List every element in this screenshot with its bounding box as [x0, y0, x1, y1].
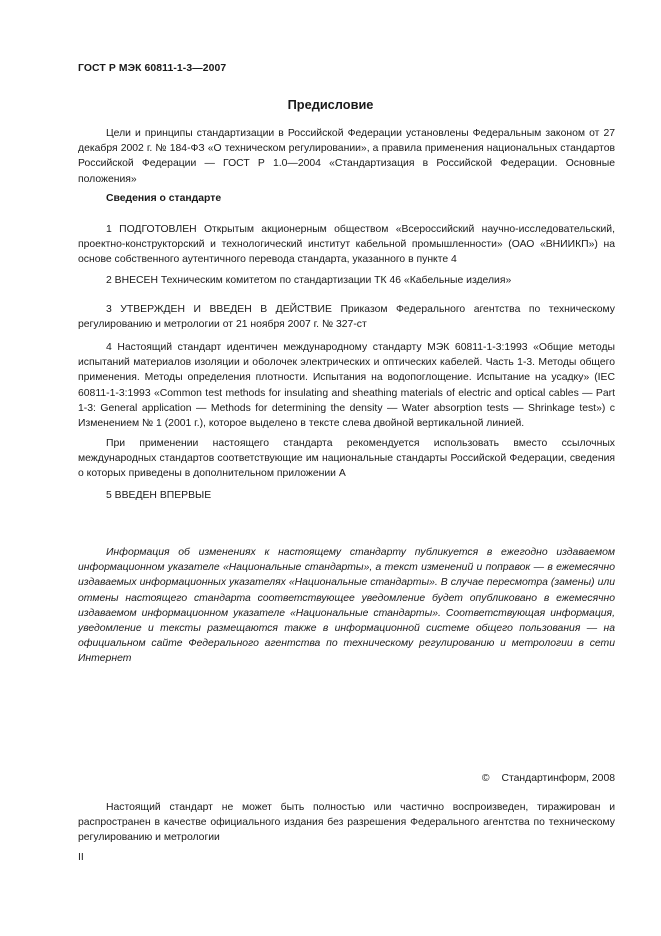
item-identical: 4 Настоящий стандарт идентичен международному стандарту МЭК 60811-1-3:1993 «Общие методы испытаний материалов изоляции и оболочек электрических и оптических кабелей. Часть 1-3. Методы общего применения. Методы определения плотности. Испытания на водопоглощение. Испытание на усадку» (IEC 60811-1-3:1993 «Common test methods for insulating and sheathing materials of electric and optical cables — Part 1-3: General application — Methods for determining the density — Water absorption tests — Shrinkage test») с Изменением № 1 (2001 г.), которое выделено в тексте слева двойной вертикальной линией.	[78, 342, 615, 430]
intro-paragraph: Цели и принципы стандартизации в Российской Федерации установлены Федеральным законом от 27 декабря 2002 г. № 184-ФЗ «О техническом регулировании», а правила применения национальных стандартов Российской Федерации — ГОСТ Р 1.0—2004 «Стандартизация в Российской Федерации. Основные положения»	[78, 128, 615, 185]
page-title: Предисловие	[287, 97, 374, 112]
copyright-text: Стандартинформ, 2008	[501, 773, 615, 784]
section-title: Сведения о стандарте	[106, 193, 222, 204]
legal-note: Настоящий стандарт не может быть полностью или частично воспроизведен, тиражирован и распространен в качестве официального издания без разрешения Федерального агентства по техническому регулированию и метрологии	[78, 802, 615, 844]
info-note: Информация об изменениях к настоящему стандарту публикуется в ежегодно издаваемом информационном указателе «Национальные стандарты», а текст изменений и поправок — в ежемесячно издаваемых информационных указателях «Национальные стандарты». В случае пересмотра (замены) или отмены настоящего стандарта соответствующее уведомление будет опубликовано в ежемесячно издаваемом информационном указателе «Национальные стандарты». Соответствующая информация, уведомление и тексты размещаются также в информационной системе общего пользования — на официальном сайте Федерального агентства по техническому регулированию и метрологии в сети Интернет	[78, 547, 615, 665]
item-introduced: 2 ВНЕСЕН Техническим комитетом по стандартизации ТК 46 «Кабельные изделия»	[106, 275, 512, 286]
item-references-note: При применении настоящего стандарта рекомендуется использовать вместо ссылочных международных стандартов соответствующие им национальные стандарты Российской Федерации, сведения о которых приведены в дополнительном приложении А	[78, 438, 615, 480]
copyright	[482, 773, 615, 784]
item-prepared: 1 ПОДГОТОВЛЕН Открытым акционерным обществом «Всероссийский научно-исследовательский, проектно-конструкторский и технологический институт кабельной промышленности» (ОАО «ВНИИКП») на основе собственного аутентичного перевода стандарта, указанного в пункте 4	[78, 224, 615, 266]
standard-id: ГОСТ Р МЭК 60811-1-3—2007	[78, 63, 227, 74]
page-number: II	[78, 852, 84, 863]
item-first-introduced: 5 ВВЕДЕН ВПЕРВЫЕ	[106, 490, 212, 501]
item-approved: 3 УТВЕРЖДЕН И ВВЕДЕН В ДЕЙСТВИЕ Приказом Федерального агентства по техническому регулированию и метрологии от 21 ноября 2007 г. № 327-ст	[78, 304, 615, 331]
copyright-icon: ©	[481, 773, 490, 784]
